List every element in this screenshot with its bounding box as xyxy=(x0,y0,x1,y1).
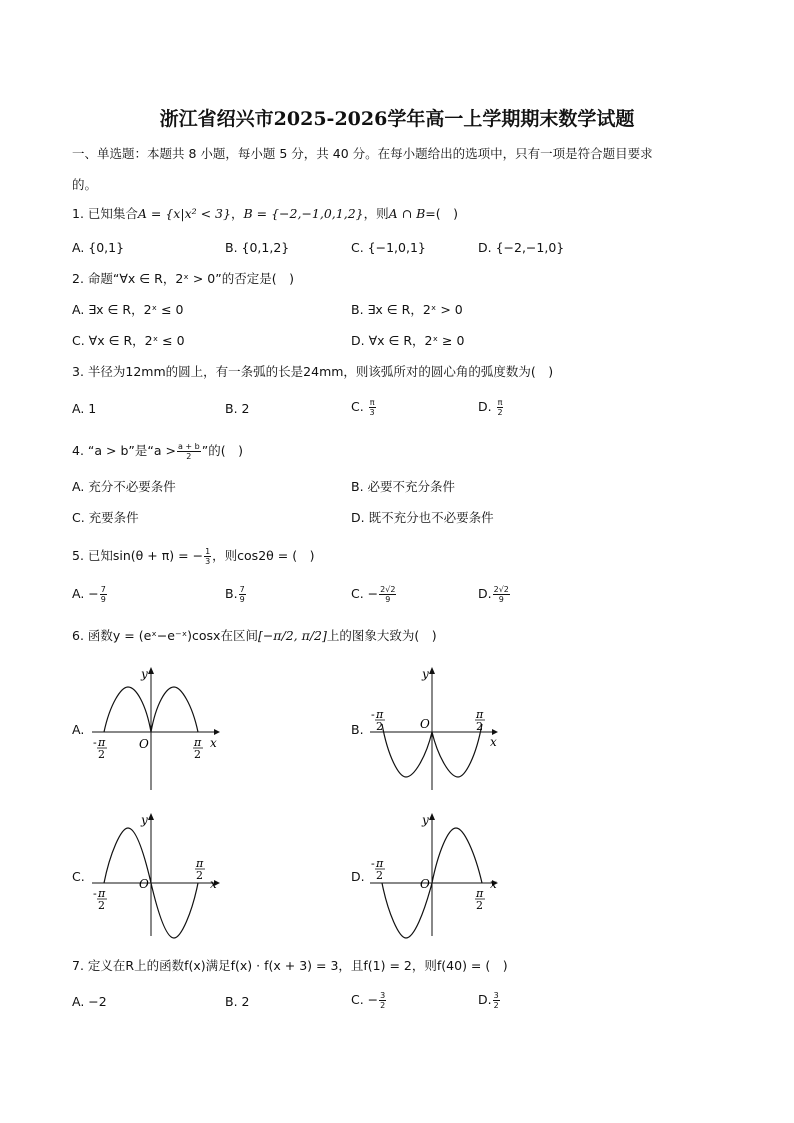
x-axis-arrow xyxy=(214,729,220,735)
q5-option-a[interactable] xyxy=(72,585,108,604)
q7-stem: 7. 定义在R上的函数f(x)满足f(x) · f(x + 3) = 3，且f(1) = 2，则f(40) = ( ) xyxy=(72,958,508,973)
q7-option-d-frac xyxy=(493,991,500,1010)
two-label: 2 xyxy=(194,748,201,761)
q6-option-b-label[interactable]: B. xyxy=(351,722,364,737)
q7-option-c-label: C. − xyxy=(351,992,379,1007)
minus-sign: - xyxy=(371,708,375,721)
q4-option-c[interactable]: C. 充要条件 xyxy=(72,510,139,525)
q1-expr: A ∩ B xyxy=(388,206,426,221)
q3-option-a[interactable]: A. 1 xyxy=(72,401,97,416)
section-heading-cont: 的。 xyxy=(72,177,98,192)
two-label: 2 xyxy=(476,720,483,733)
q1-stem-b: ，则 xyxy=(363,206,389,221)
y-axis-arrow xyxy=(148,813,154,820)
q6-graph-d[interactable] xyxy=(366,808,506,940)
q2-option-c[interactable]: C. ∀x ∈ R，2ˣ ≤ 0 xyxy=(72,333,185,348)
frac-num: 1 xyxy=(205,547,211,556)
y-axis-arrow xyxy=(429,667,435,674)
two-label: 2 xyxy=(376,720,383,733)
pi-label: π xyxy=(98,736,106,749)
q1-set-a: A = {x|x² < 3} xyxy=(137,206,231,221)
q5-option-b-label: B. xyxy=(225,586,238,601)
frac-num: 3 xyxy=(493,991,499,1000)
origin-label: O xyxy=(139,877,149,891)
y-label: y xyxy=(422,667,429,681)
frac-den: 9 xyxy=(498,595,504,604)
frac-num: 2√2 xyxy=(380,585,396,594)
pi-label: π xyxy=(376,857,384,870)
q6-stem-a: 6. 函数y = (eˣ−e⁻ˣ)cosx在区间 xyxy=(72,628,258,643)
x-label: x xyxy=(210,877,217,891)
q3-option-d-frac xyxy=(497,398,504,417)
frac-num: π xyxy=(369,398,375,407)
q7-option-d-label: D. xyxy=(478,992,492,1007)
frac-num: 3 xyxy=(380,991,386,1000)
origin-label: O xyxy=(420,877,430,891)
frac-den: 9 xyxy=(100,595,106,604)
q7-option-b[interactable]: B. 2 xyxy=(225,994,250,1009)
q3-option-c[interactable] xyxy=(351,398,377,417)
q5-option-c-label: C. − xyxy=(351,586,379,601)
q5-option-d-label: D. xyxy=(478,586,492,601)
two-label: 2 xyxy=(98,899,105,912)
frac-den: 2 xyxy=(186,452,192,461)
q7-option-c[interactable] xyxy=(351,991,387,1010)
q6-stem-b: 上的图象大致为( ) xyxy=(326,628,437,643)
minus-sign: - xyxy=(371,857,375,870)
q2-option-b[interactable]: B. ∃x ∈ R，2ˣ > 0 xyxy=(351,302,463,317)
q6-option-c-label[interactable]: C. xyxy=(72,869,85,884)
y-label: y xyxy=(141,667,148,681)
y-label: y xyxy=(141,813,148,827)
q3-option-c-label: C. xyxy=(351,399,364,414)
q1-option-a[interactable]: A. {0,1} xyxy=(72,240,125,255)
q7-option-a[interactable]: A. −2 xyxy=(72,994,107,1009)
frac-den: 2 xyxy=(497,408,503,417)
q4-option-b[interactable]: B. 必要不充分条件 xyxy=(351,479,456,494)
q5-stem-b: ，则cos2θ = ( ) xyxy=(212,548,315,563)
q1-option-d[interactable]: D. {−2,−1,0} xyxy=(478,240,565,255)
frac-den: 2 xyxy=(380,1001,386,1010)
q3-stem: 3. 半径为12mm的圆上，有一条弧的长是24mm，则该弧所对的圆心角的弧度数为( ) xyxy=(72,364,554,379)
q4-stem xyxy=(72,442,243,461)
q6-graph-a[interactable] xyxy=(88,662,228,794)
q4-frac xyxy=(177,442,201,461)
q3-option-d[interactable] xyxy=(478,398,504,417)
page-title: 浙江省绍兴市2025-2026学年高一上学期期末数学试题 xyxy=(159,108,635,130)
frac-num: 7 xyxy=(239,585,245,594)
q2-option-d[interactable]: D. ∀x ∈ R，2ˣ ≥ 0 xyxy=(351,333,465,348)
frac-den: 3 xyxy=(369,408,375,417)
origin-label: O xyxy=(139,737,149,751)
two-label: 2 xyxy=(98,748,105,761)
q5-option-a-label: A. − xyxy=(72,586,99,601)
q4-option-a[interactable]: A. 充分不必要条件 xyxy=(72,479,176,494)
y-label: y xyxy=(422,813,429,827)
q4-stem-a: 4. “a > b”是“a > xyxy=(72,443,176,458)
q5-stem-a: 5. 已知sin(θ + π) = − xyxy=(72,548,204,563)
frac-num: π xyxy=(497,398,503,407)
minus-sign: - xyxy=(93,736,97,749)
two-label: 2 xyxy=(376,869,383,882)
q4-stem-b: ”的( ) xyxy=(201,443,243,458)
y-axis-arrow xyxy=(429,813,435,820)
q5-option-a-frac xyxy=(100,585,107,604)
q5-option-c[interactable] xyxy=(351,585,397,604)
frac-num: 7 xyxy=(100,585,106,594)
q5-option-b-frac xyxy=(239,585,246,604)
q3-option-c-frac xyxy=(369,398,376,417)
q5-option-b[interactable] xyxy=(225,585,247,604)
minus-sign: - xyxy=(93,887,97,900)
q3-option-b[interactable]: B. 2 xyxy=(225,401,250,416)
q6-interval: [−π/2, π/2] xyxy=(257,628,327,643)
q2-option-a[interactable]: A. ∃x ∈ R，2ˣ ≤ 0 xyxy=(72,302,184,317)
pi-label: π xyxy=(196,857,204,870)
q5-option-d-frac xyxy=(493,585,510,604)
q5-option-d[interactable] xyxy=(478,585,511,604)
q6-option-a-label[interactable]: A. xyxy=(72,722,85,737)
pi-label: π xyxy=(376,708,384,721)
frac-den: 9 xyxy=(239,595,245,604)
q6-graph-b[interactable] xyxy=(366,662,506,794)
pi-label: π xyxy=(476,887,484,900)
pi-label: π xyxy=(194,736,202,749)
q2-stem: 2. 命题“∀x ∈ R，2ˣ > 0”的否定是( ) xyxy=(72,271,294,286)
q5-stem xyxy=(72,547,314,566)
two-label: 2 xyxy=(196,869,203,882)
q1-stem-c: =( ) xyxy=(425,206,458,221)
frac-den: 2 xyxy=(493,1001,499,1010)
x-label: x xyxy=(210,736,217,750)
section-heading: 一、单选题：本题共 8 小题，每小题 5 分，共 40 分。在每小题给出的选项中，只有一项是符合题目要求 xyxy=(72,146,653,161)
q6-option-d-label[interactable]: D. xyxy=(351,869,365,884)
q5-frac xyxy=(204,547,211,566)
q1-stem-a: 1. 已知集合 xyxy=(72,206,138,221)
q7-option-d[interactable] xyxy=(478,991,501,1010)
x-label: x xyxy=(490,877,497,891)
origin-label: O xyxy=(420,717,430,731)
q7-option-c-frac xyxy=(379,991,386,1010)
frac-num: a + b xyxy=(177,442,200,451)
pi-label: π xyxy=(98,887,106,900)
q3-option-d-label: D. xyxy=(478,399,492,414)
q1-option-b[interactable]: B. {0,1,2} xyxy=(225,240,290,255)
q4-option-d[interactable]: D. 既不充分也不必要条件 xyxy=(351,510,494,525)
frac-num: 2√2 xyxy=(493,585,509,594)
pi-label: π xyxy=(476,708,484,721)
q1-stem: 1. 已知集合A = {x|x² < 3}，B = {−2,−1,0,1,2}，则A ∩ B=( ) xyxy=(72,206,458,221)
two-label: 2 xyxy=(476,899,483,912)
q6-graph-c[interactable] xyxy=(88,808,228,940)
y-axis-arrow xyxy=(148,667,154,674)
q6-stem xyxy=(72,628,437,644)
x-label: x xyxy=(490,735,497,749)
q5-option-c-frac xyxy=(379,585,396,604)
q1-set-b: B = {−2,−1,0,1,2} xyxy=(243,206,364,221)
frac-den: 9 xyxy=(385,595,391,604)
frac-den: 3 xyxy=(205,557,211,566)
q1-option-c[interactable]: C. {−1,0,1} xyxy=(351,240,426,255)
